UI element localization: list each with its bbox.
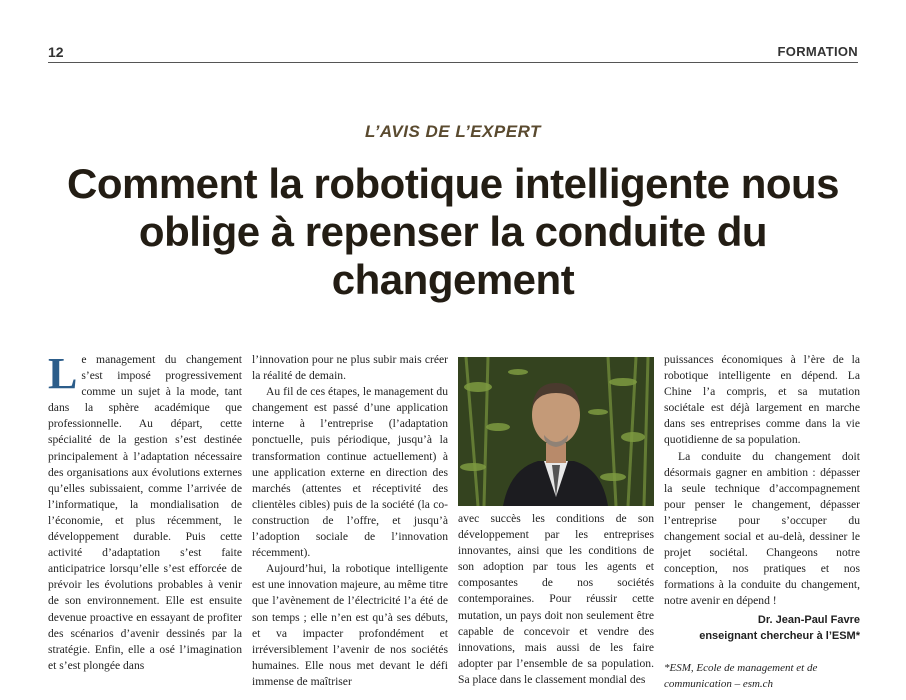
header-rule (48, 62, 858, 63)
drop-cap: L (48, 349, 78, 398)
paragraph-text: e management du changement s’est imposé progressivement comme un sujet à la mode, tant dans la sphère académique que professionnelle. Au départ, cette spécialité de la gestion s’est destinée principalement à l’adaptation nécessaire des organisations aux évolutions externes qu’elles subissaient, comme l’arrivée de l’informatique, la mondialisation de l’économie, et plus récemment, le développement durable. Puis cette activité d’adaptation s’est faite anticipatrice lorsqu’elle s’est efforcée de prévoir les évolutions probables à venir de son environnement. Elle est ensuite devenue proactive en essayant de profiter des scénarios d’avenir dessinés par la stratégie. Enfin, elle a osé l’imagination et s’est plongée dans (48, 353, 242, 672)
paragraph: La conduite du changement doit désormais gagner en ambition : dépasser la seule technique d’accompagnement pour penser le changement, dépasser l’entreprise pour s’occuper du changement social et au-delà, dessiner le projet sociétal. Changeons notre conception, nos pratiques et nos formations à la conduite du changement, notre avenir en dépend ! (664, 449, 860, 608)
paragraph: Aujourd’hui, la robotique intelligente est une innovation majeure, au même titre que l’avènement de l’électricité l’a été de son temps ; elle n’en est qu’à ses débuts, et va impacter profondément et irréversiblement l’avenir de nos sociétés humaines. Elle nous met devant le défi immense de maîtriser (252, 562, 448, 688)
author-signature (664, 612, 860, 644)
footnote: *ESM, Ecole de management et de communication – esm.ch (664, 661, 818, 690)
paragraph (48, 349, 242, 674)
paragraph: avec succès les conditions de son développement par les entreprises innovantes, ainsi que les conditions de son adoption par tous les agents et composantes de nos sociétés contemporaines. Pour réussir cette mutation, un pays doit non seulement être capable de concevoir et vendre des innovations, mais aussi de les faire adopter par l’ensemble de sa population. Sa place dans le classement mondial des (458, 512, 654, 686)
author-role: enseignant chercheur à l’ESM* (699, 629, 860, 642)
section-label: FORMATION (777, 44, 858, 59)
article-column-2 (252, 352, 448, 690)
article-title: Comment la robotique intelligente nous oblige à repenser la conduite du changement (66, 160, 840, 303)
page-header (48, 44, 858, 62)
article-column-4 (664, 352, 860, 692)
paragraph: Au fil de ces étapes, le management du changement est passé d’une application interne à l’entreprise (l’adaptation ponctuelle, puis périodique, jusqu’à la transformation continue actuellement) à une application externe en direction des marchés (attentes et réceptivité des clientèles cibles) puis de la société (la co-construction de l’offre, et jusqu’à l’adoption sociale de l’innovation récemment). (252, 385, 448, 560)
article-column-3 (458, 511, 654, 688)
paragraph: puissances économiques à l’ère de la robotique intelligente en dépend. La Chine l’a compris, et sa mutation sociétale est déjà largement en marche dans ses entreprises comme dans la vie quotidienne de sa population. (664, 353, 860, 447)
page-number: 12 (48, 44, 64, 60)
paragraph: l’innovation pour ne plus subir mais créer la réalité de demain. (252, 353, 448, 383)
article-column-1 (48, 349, 242, 674)
author-name: Dr. Jean-Paul Favre (757, 613, 860, 626)
author-photo (458, 357, 654, 506)
article-kicker: L’AVIS DE L’EXPERT (365, 122, 541, 141)
